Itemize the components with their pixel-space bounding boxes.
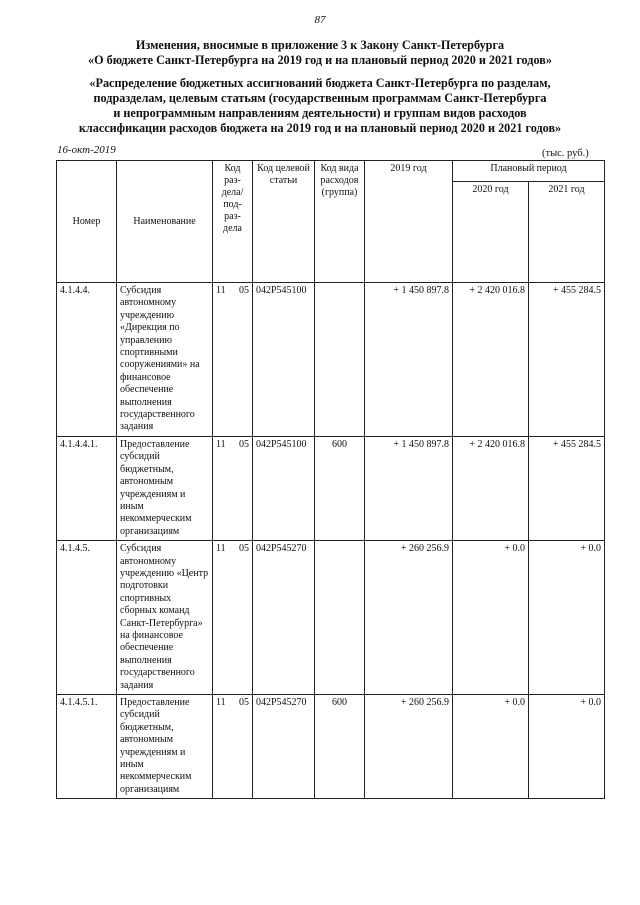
row-section-code: 11 — [216, 543, 226, 555]
row-subsection-code: 05 — [239, 285, 249, 296]
units-label: (тыс. руб.) — [542, 148, 589, 159]
header-2021: 2021 год — [529, 182, 605, 283]
row-section-code: 11 — [216, 697, 226, 708]
row-target: 042P545270 — [253, 541, 315, 695]
header-planned-period: Плановый период — [453, 161, 605, 182]
row-expense-type — [315, 283, 365, 437]
row-2020: + 2 420 016.8 — [453, 283, 529, 437]
table-row — [57, 436, 605, 540]
row-expense-type: 600 — [315, 436, 365, 540]
budget-table — [56, 160, 605, 799]
document-title — [20, 38, 620, 68]
row-expense-type — [315, 541, 365, 695]
row-2019: + 260 256.9 — [365, 695, 453, 799]
row-name: Предоставление субсидий бюджетным, автономным учреждениям и иным некоммерческим организациям — [117, 436, 213, 540]
row-subsection-code: 05 — [239, 543, 249, 555]
row-2020: + 0.0 — [453, 695, 529, 799]
row-2021: + 0.0 — [529, 541, 605, 695]
row-target: 042P545100 — [253, 283, 315, 437]
row-number: 4.1.4.4. — [57, 283, 117, 437]
document-subtitle — [20, 76, 620, 136]
row-target: 042P545100 — [253, 436, 315, 540]
subtitle-line-4: классификации расходов бюджета на 2019 год и на плановый период 2020 и 2021 годов» — [78, 121, 562, 135]
row-2021: + 455 284.5 — [529, 283, 605, 437]
row-section-code: 11 — [216, 438, 226, 450]
table-row — [57, 695, 605, 799]
row-name: Предоставление субсидий бюджетным, автономным учреждениям и иным некоммерческим организациям — [117, 695, 213, 799]
row-section — [213, 436, 253, 540]
row-section — [213, 695, 253, 799]
page-number: 87 — [314, 14, 326, 26]
row-target: 042P545270 — [253, 695, 315, 799]
header-expense-type: Код вида расходов (группа) — [315, 161, 365, 283]
header-section: Код раз-дела/ под-раз-дела — [213, 161, 253, 283]
header-number: Номер — [57, 161, 117, 283]
document-date: 16-окт-2019 — [57, 144, 116, 156]
title-line-2: «О бюджете Санкт-Петербурга на 2019 год и на плановый период 2020 и 2021 годов» — [88, 53, 552, 67]
row-2021: + 455 284.5 — [529, 436, 605, 540]
subtitle-line-1: «Распределение бюджетных ассигнований бюджета Санкт-Петербурга по разделам, — [89, 76, 551, 90]
header-target: Код целевой статьи — [253, 161, 315, 283]
row-subsection-code: 05 — [239, 438, 249, 450]
row-2020: + 0.0 — [453, 541, 529, 695]
header-name: Наименование — [117, 161, 213, 283]
row-2019: + 1 450 897.8 — [365, 283, 453, 437]
header-2020: 2020 год — [453, 182, 529, 283]
row-expense-type: 600 — [315, 695, 365, 799]
row-section — [213, 541, 253, 695]
row-section — [213, 283, 253, 437]
row-2019: + 1 450 897.8 — [365, 436, 453, 540]
row-number: 4.1.4.5. — [57, 541, 117, 695]
table-row — [57, 283, 605, 437]
row-name: Субсидия автономному учреждению «Дирекция по управлению спортивными сооружениями» на финансовое обеспечение выполнения государственного задания — [117, 283, 213, 437]
row-2019: + 260 256.9 — [365, 541, 453, 695]
row-subsection-code: 05 — [239, 697, 249, 708]
row-number: 4.1.4.4.1. — [57, 436, 117, 540]
row-section-code: 11 — [216, 285, 226, 296]
title-line-1: Изменения, вносимые в приложение 3 к Закону Санкт-Петербурга — [135, 38, 505, 52]
row-number: 4.1.4.5.1. — [57, 695, 117, 799]
header-2019: 2019 год — [365, 161, 453, 283]
row-name: Субсидия автономному учреждению «Центр подготовки спортивных сборных команд Санкт-Петербурга» на финансовое обеспечение выполнения государственного задания — [117, 541, 213, 695]
subtitle-line-2: подразделам, целевым статьям (государственным программам Санкт-Петербурга — [93, 91, 547, 105]
subtitle-line-3: и непрограммным направлениям деятельности) и группам видов расходов — [113, 106, 527, 120]
row-2020: + 2 420 016.8 — [453, 436, 529, 540]
row-2021: + 0.0 — [529, 695, 605, 799]
table-row — [57, 541, 605, 695]
